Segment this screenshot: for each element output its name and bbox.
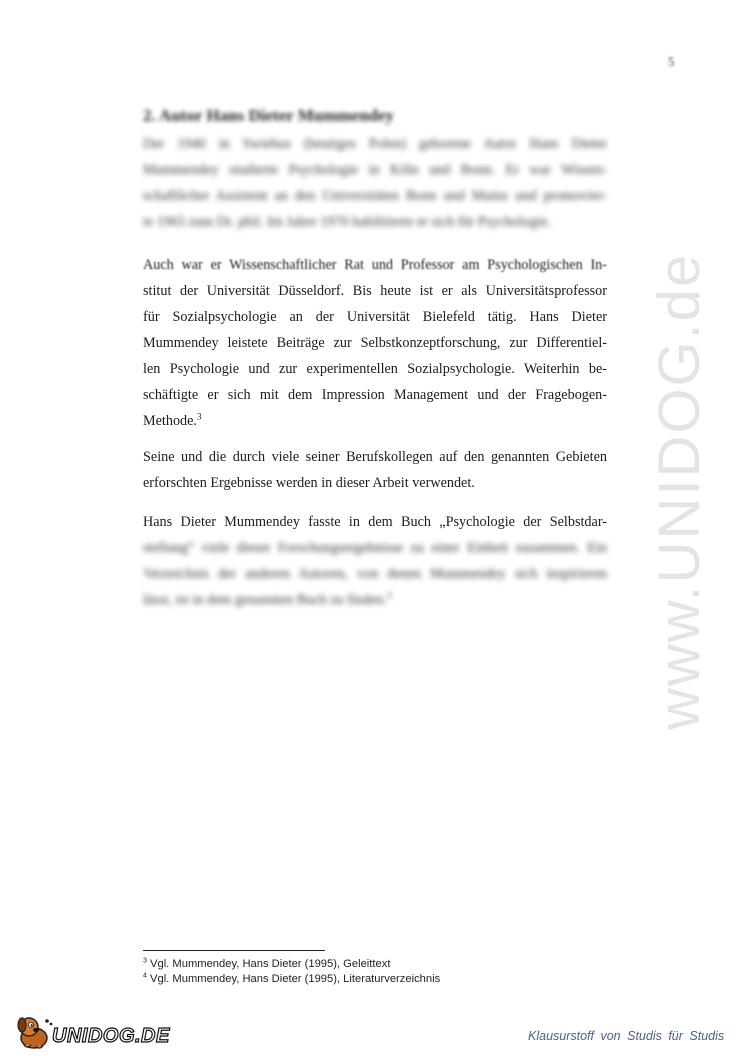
paragraph-book xyxy=(143,509,607,613)
text-line-partially-blurred xyxy=(143,252,607,278)
paragraph-results xyxy=(143,444,607,496)
text-line: schäftigte er sich mit dem Impression Management und der Fragebogen- xyxy=(143,387,607,403)
text-line-with-footnote xyxy=(143,408,607,434)
logo-text: UNIDOG.DE xyxy=(52,1024,170,1047)
text-line: len Psychologie und zur experimentellen Sozialpsychologie. Weiterhin be- xyxy=(143,361,607,377)
text-line-blurred: Verzeichnis der anderen Autoren, von denen Mummendey sich inspirieren xyxy=(143,566,607,582)
footnote-item xyxy=(143,957,440,972)
text-line: Seine und die durch viele seiner Berufskollegen auf den genannten Gebieten xyxy=(143,449,607,465)
text-line: erforschten Ergebnisse werden in dieser Arbeit verwendet. xyxy=(143,475,475,491)
dog-mascot-icon xyxy=(14,1012,54,1052)
text-line: Methode. xyxy=(143,413,197,429)
footnote-ref: 3 xyxy=(196,411,202,422)
text-line-blurred: stellung“ viele dieser Forschungsergebnisse zu einer Einheit zusammen. Ein xyxy=(143,540,607,556)
side-watermark: www.UNIDOG.de xyxy=(647,252,712,730)
section-heading: 2. Autor Hans Dieter Mummendey xyxy=(143,106,395,125)
footnote-ref: 4 xyxy=(386,590,392,601)
text-line-blurred-with-footnote xyxy=(143,587,607,613)
unidog-logo[interactable] xyxy=(14,1012,170,1052)
footnote-item xyxy=(143,972,440,987)
footnote-text: Vgl. Mummendey, Hans Dieter (1995), Literaturverzeichnis xyxy=(150,973,441,985)
text-line: lässt, ist in dem genannten Buch zu finden. xyxy=(143,592,387,608)
page-number: 5 xyxy=(668,54,675,69)
tagline: Klausurstoff von Studis für Studis xyxy=(528,1029,725,1043)
text-line: te 1965 zum Dr. phil. Im Jahre 1970 habilitierte er sich für Psychologie. xyxy=(143,214,551,230)
paragraph-intro xyxy=(143,131,607,235)
footnote-divider xyxy=(143,950,325,951)
text-line: schaftlicher Assistent an den Universitäten Bonn und Mainz und promovier- xyxy=(143,188,607,204)
text-line: stitut der Universität Düsseldorf. Bis heute ist er als Universitätsprofessor xyxy=(143,283,607,299)
text-line: Auch war er Wissenschaftlicher Rat und Professor am Psychologischen In- xyxy=(143,257,607,273)
text-line: Mummendey studierte Psychologie in Köln und Bonn. Er war Wissen- xyxy=(143,162,607,178)
text-line: Hans Dieter Mummendey fasste in dem Buch „Psychologie der Selbstdar- xyxy=(143,514,607,530)
footnote-text: Vgl. Mummendey, Hans Dieter (1995), Geleittext xyxy=(150,958,391,970)
text-line: Mummendey leistete Beiträge zur Selbstkonzeptforschung, zur Differentiel- xyxy=(143,335,607,351)
footnote-number: 3 xyxy=(143,957,147,965)
footnote-number: 4 xyxy=(143,972,147,980)
text-line: für Sozialpsychologie an der Universität Bielefeld tätig. Hans Dieter xyxy=(143,309,607,325)
text-line: Der 1940 in Swiebus (heutiges Polen) geborene Autor Hans Dieter xyxy=(143,136,607,152)
paragraph-career xyxy=(143,252,607,434)
footnotes xyxy=(143,957,440,987)
